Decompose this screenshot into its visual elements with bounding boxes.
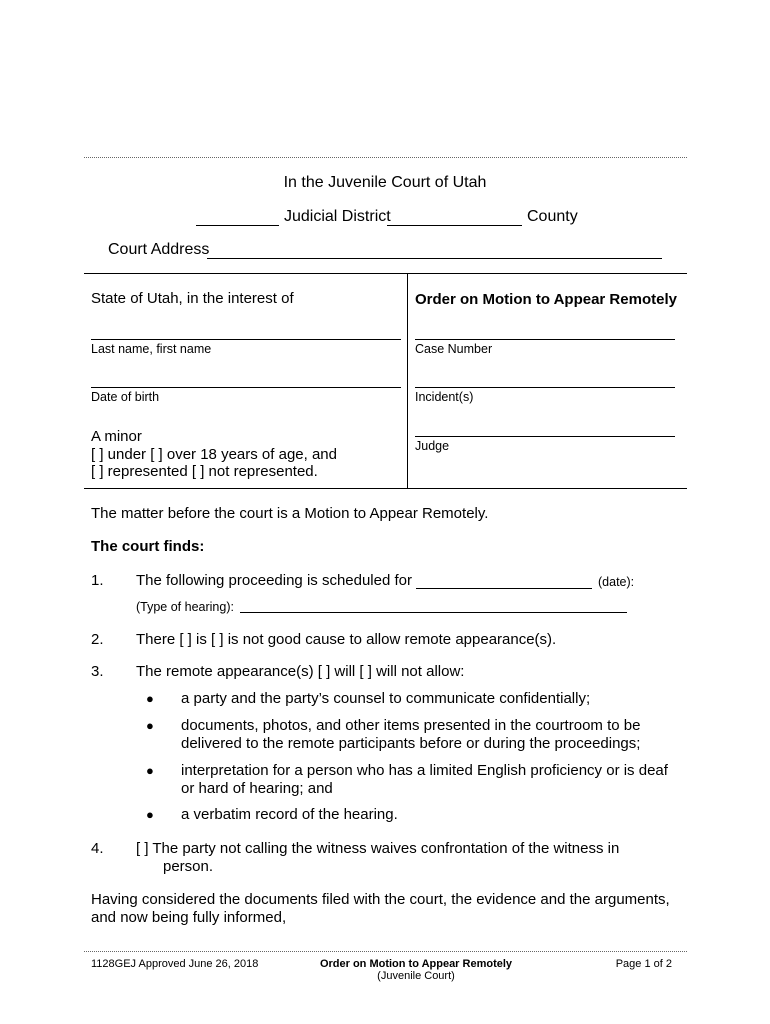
closing-text-continued: and now being fully informed, <box>91 909 287 926</box>
item1-number: 1. <box>91 572 104 589</box>
court-title: In the Juvenile Court of Utah <box>283 174 487 191</box>
bullet-text: interpretation for a person who has a limited English proficiency or is deaf <box>181 762 668 779</box>
bullet-text: delivered to the remote participants before or during the proceedings; <box>181 735 641 752</box>
item2-number: 2. <box>91 631 104 648</box>
order-title: Order on Motion to Appear Remotely <box>415 291 677 308</box>
judicial-district-blank[interactable] <box>196 225 279 226</box>
county-blank[interactable] <box>387 225 522 226</box>
bullet-text: documents, photos, and other items presented in the courtroom to be <box>181 717 641 734</box>
judicial-district-label: Judicial District <box>284 208 391 225</box>
age-checkbox-line[interactable]: [ ] under [ ] over 18 years of age, and <box>91 446 337 463</box>
hearing-date-blank[interactable] <box>416 588 592 589</box>
bullet-text: or hard of hearing; and <box>181 780 333 797</box>
item4-number: 4. <box>91 840 104 857</box>
caption-top-rule <box>84 273 687 274</box>
footer-dotted-rule <box>84 951 687 952</box>
caption-divider <box>407 273 408 488</box>
top-dotted-rule <box>84 157 687 158</box>
state-interest-text: State of Utah, in the interest of <box>91 290 294 307</box>
incidents-label: Incident(s) <box>415 390 474 404</box>
intro-text: The matter before the court is a Motion to Appear Remotely. <box>91 505 489 522</box>
hearing-date-label: (date): <box>598 575 635 589</box>
bullet-icon: ● <box>146 718 154 733</box>
county-label: County <box>527 208 578 225</box>
court-address-label: Court Address <box>108 241 210 258</box>
dob-label: Date of birth <box>91 390 160 404</box>
court-finds-heading: The court finds: <box>91 538 205 555</box>
caption-bottom-rule <box>84 488 687 489</box>
bullet-icon: ● <box>146 763 154 778</box>
closing-text: Having considered the documents filed with the court, the evidence and the arguments, <box>91 891 670 908</box>
item4-text-continued: person. <box>163 858 214 875</box>
judge-blank[interactable] <box>415 436 675 437</box>
item1-text: The following proceeding is scheduled for <box>136 572 412 589</box>
dob-blank[interactable] <box>91 387 401 388</box>
bullet-icon: ● <box>146 807 154 822</box>
item3-number: 3. <box>91 663 104 680</box>
last-first-name-blank[interactable] <box>91 339 401 340</box>
bullet-text: a party and the party’s counsel to communicate confidentially; <box>181 690 591 707</box>
item4-text[interactable]: [ ] The party not calling the witness waives confrontation of the witness in <box>136 840 620 857</box>
page-number: Page 1 of 2 <box>615 958 672 970</box>
item3-text[interactable]: The remote appearance(s) [ ] will [ ] will not allow: <box>136 663 465 680</box>
footer-title: Order on Motion to Appear Remotely <box>319 958 513 970</box>
hearing-type-label: (Type of hearing): <box>136 600 234 614</box>
court-address-blank[interactable] <box>207 258 662 259</box>
bullet-text: a verbatim record of the hearing. <box>181 806 398 823</box>
hearing-type-blank[interactable] <box>240 612 627 613</box>
minor-label: A minor <box>91 428 142 445</box>
case-number-label: Case Number <box>415 342 493 356</box>
item2-text[interactable]: There [ ] is [ ] is not good cause to allow remote appearance(s). <box>136 631 557 648</box>
judge-label: Judge <box>415 439 450 453</box>
representation-checkbox-line[interactable]: [ ] represented [ ] not represented. <box>91 463 318 480</box>
bullet-icon: ● <box>146 691 154 706</box>
form-id: 1128GEJ Approved June 26, 2018 <box>91 958 259 970</box>
last-first-name-label: Last name, first name <box>91 342 212 356</box>
incidents-blank[interactable] <box>415 387 675 388</box>
footer-subtitle: (Juvenile Court) <box>377 970 455 982</box>
case-number-blank[interactable] <box>415 339 675 340</box>
